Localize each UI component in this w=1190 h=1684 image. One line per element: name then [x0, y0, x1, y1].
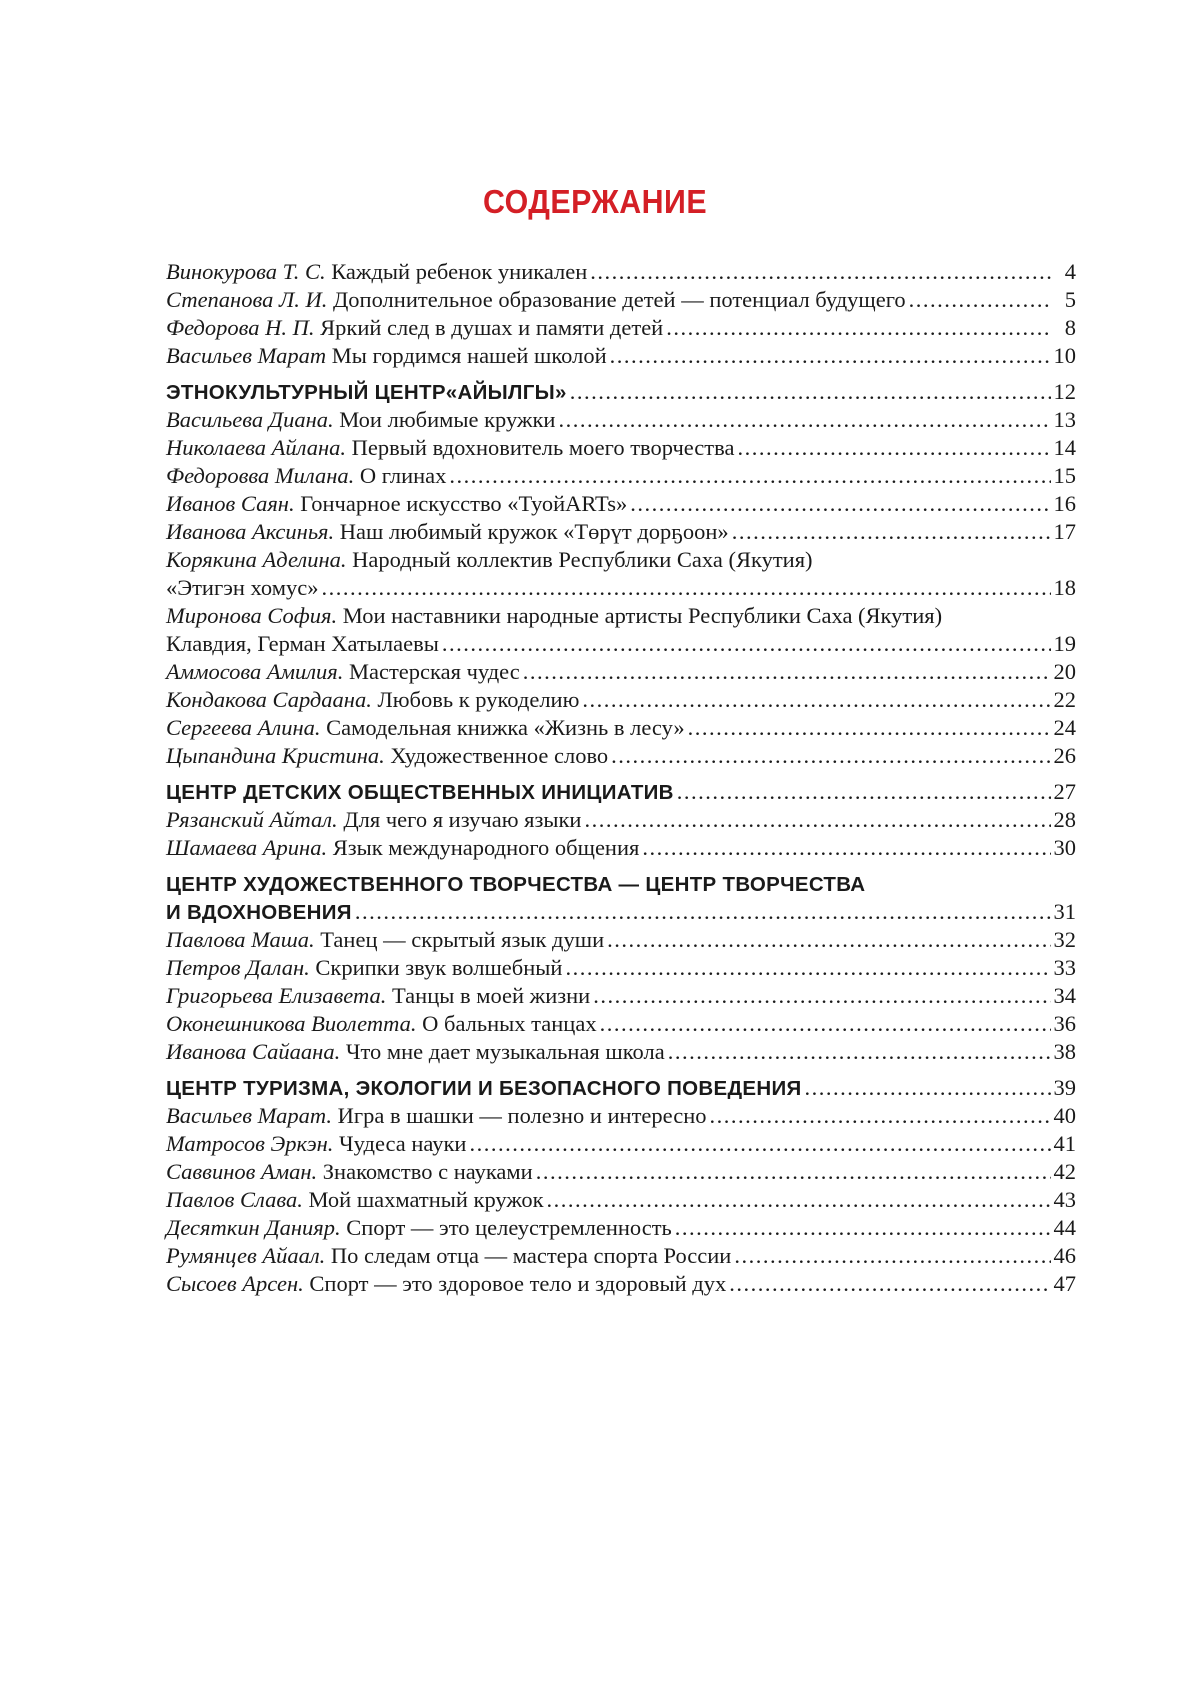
entry-text — [166, 1186, 544, 1214]
page-number: 5 — [1064, 287, 1076, 312]
entry-author: Саввинов Аман. — [166, 1159, 318, 1184]
section-title: ЭТНОКУЛЬТУРНЫЙ ЦЕНТР«АЙЫЛГЫ» — [166, 381, 567, 404]
entry-text — [166, 406, 555, 434]
entry-author: Сергеева Алина. — [166, 715, 321, 740]
page-number: 36 — [1053, 1011, 1076, 1036]
page-number: 4 — [1064, 259, 1076, 284]
dot-leader — [558, 406, 1050, 434]
entry-text — [166, 1038, 665, 1066]
entry-title: О глинах — [354, 463, 447, 488]
dot-leader — [547, 1186, 1051, 1214]
page-number: 10 — [1053, 343, 1076, 368]
dot-leader — [611, 742, 1050, 770]
toc-entry[interactable] — [166, 834, 1076, 862]
entry-text — [166, 954, 562, 982]
entry-title: О бальных танцах — [416, 1011, 597, 1036]
toc-section-line — [166, 870, 1076, 898]
entry-title: Танцы в моей жизни — [386, 983, 591, 1008]
entry-text — [166, 834, 639, 862]
dot-leader — [321, 574, 1050, 602]
toc-entry[interactable] — [166, 1102, 1076, 1130]
toc-entry[interactable] — [166, 314, 1076, 342]
entry-author: Павлов Слава. — [166, 1187, 303, 1212]
toc-entry[interactable] — [166, 630, 1076, 658]
entry-text — [166, 779, 674, 807]
dot-leader — [442, 630, 1051, 658]
toc-entry[interactable] — [166, 1010, 1076, 1038]
page-number: 47 — [1053, 1271, 1076, 1296]
page-number: 24 — [1053, 715, 1076, 740]
toc-entry[interactable] — [166, 1242, 1076, 1270]
entry-title: Любовь к рукоделию — [371, 687, 580, 712]
entry-author: Аммосова Амилия. — [166, 659, 344, 684]
page-number: 26 — [1053, 743, 1076, 768]
page-number: 32 — [1053, 927, 1076, 952]
entry-title: Первый вдохновитель моего творчества — [346, 435, 735, 460]
entry-text — [166, 926, 604, 954]
entry-title: Для чего я изучаю языки — [337, 807, 582, 832]
dot-leader — [565, 954, 1050, 982]
toc-entry[interactable] — [166, 1186, 1076, 1214]
toc-entry[interactable] — [166, 518, 1076, 546]
toc-entry[interactable] — [166, 658, 1076, 686]
toc-entry[interactable] — [166, 406, 1076, 434]
page-number: 8 — [1064, 315, 1076, 340]
page-number: 34 — [1053, 983, 1076, 1008]
toc-entry[interactable] — [166, 954, 1076, 982]
entry-text — [166, 1158, 533, 1186]
dot-leader — [732, 518, 1051, 546]
entry-text — [166, 630, 439, 658]
entry-text — [166, 314, 663, 342]
toc-entry[interactable] — [166, 258, 1076, 286]
dot-leader — [688, 714, 1051, 742]
page-number: 30 — [1053, 835, 1076, 860]
entry-text — [166, 714, 685, 742]
entry-title: Мои наставники народные артисты Республики Саха (Якутия) — [337, 603, 943, 628]
toc-entry[interactable] — [166, 286, 1076, 314]
dot-leader — [523, 658, 1051, 686]
entry-author: Корякина Аделина. — [166, 547, 347, 572]
dot-leader — [677, 778, 1051, 806]
entry-title: Мастерская чудес — [343, 659, 520, 684]
dot-leader — [729, 1270, 1050, 1298]
page-number: 39 — [1053, 1075, 1076, 1100]
entry-title: Танец — скрытый язык души — [314, 927, 605, 952]
entry-author: Иванова Сайаана. — [166, 1039, 341, 1064]
page-number: 46 — [1053, 1243, 1076, 1268]
entry-text — [166, 342, 607, 370]
page-number: 42 — [1053, 1159, 1076, 1184]
entry-text — [166, 982, 590, 1010]
entry-author: Миронова София. — [166, 603, 338, 628]
dot-leader — [610, 342, 1051, 370]
toc-section[interactable] — [166, 1074, 1076, 1102]
toc-entry[interactable] — [166, 1270, 1076, 1298]
entry-title: Чудеса науки — [333, 1131, 467, 1156]
entry-author: Винокурова Т. С. — [166, 259, 326, 284]
entry-author: Иванова Аксинья. — [166, 519, 335, 544]
page-number: 12 — [1053, 379, 1076, 404]
entry-author: Десяткин Данияр. — [166, 1215, 341, 1240]
entry-text — [166, 1130, 466, 1158]
entry-title: Что мне дает музыкальная школа — [340, 1039, 665, 1064]
page-number: 13 — [1053, 407, 1076, 432]
entry-text — [166, 258, 587, 286]
entry-author: Васильева Диана. — [166, 407, 334, 432]
page-number: 44 — [1053, 1215, 1076, 1240]
entry-text — [166, 490, 627, 518]
toc-entry[interactable] — [166, 462, 1076, 490]
entry-author: Кондакова Сардаана. — [166, 687, 372, 712]
entry-author: Степанова Л. И. — [166, 287, 328, 312]
entry-title: Мои любимые кружки — [333, 407, 556, 432]
entry-text — [166, 658, 520, 686]
section-title: ЦЕНТР ДЕТСКИХ ОБЩЕСТВЕННЫХ ИНИЦИАТИВ — [166, 781, 674, 804]
dot-leader — [469, 1130, 1050, 1158]
entry-author: Рязанский Айтал. — [166, 807, 338, 832]
entry-title: Мой шахматный кружок — [302, 1187, 544, 1212]
page-number: 22 — [1053, 687, 1076, 712]
toc-entry[interactable] — [166, 806, 1076, 834]
toc-entry[interactable] — [166, 926, 1076, 954]
page-number: 40 — [1053, 1103, 1076, 1128]
dot-leader — [584, 806, 1050, 834]
entry-continuation: Клавдия, Герман Хатылаевы — [166, 631, 439, 656]
entry-text — [166, 1102, 707, 1130]
entry-author: Григорьева Елизавета. — [166, 983, 387, 1008]
dot-leader — [734, 1242, 1050, 1270]
toc-section[interactable] — [166, 378, 1076, 406]
toc-entry-line — [166, 602, 1076, 630]
dot-leader — [737, 434, 1050, 462]
toc-entry-line — [166, 546, 1076, 574]
toc-entry[interactable] — [166, 742, 1076, 770]
entry-text — [166, 1214, 672, 1242]
entry-title: Мы гордимся нашей школой — [326, 343, 607, 368]
page-number: 38 — [1053, 1039, 1076, 1064]
page-number: 28 — [1053, 807, 1076, 832]
dot-leader — [607, 926, 1050, 954]
entry-author: Васильев Марат — [166, 343, 327, 368]
entry-continuation: «Этигэн хомус» — [166, 575, 319, 600]
page-number: 14 — [1053, 435, 1076, 460]
toc-section[interactable] — [166, 898, 1076, 926]
toc-entry[interactable] — [166, 982, 1076, 1010]
entry-text — [166, 806, 581, 834]
entry-title: По следам отца — мастера спорта России — [325, 1243, 732, 1268]
entry-author: Цыпандина Кристина. — [166, 743, 385, 768]
entry-text — [166, 686, 579, 714]
dot-leader — [600, 1010, 1051, 1038]
toc-entry[interactable] — [166, 1038, 1076, 1066]
entry-title: Скрипки звук волшебный — [309, 955, 563, 980]
dot-leader — [675, 1214, 1051, 1242]
entry-title: Спорт — это здоровое тело и здоровый дух — [303, 1271, 727, 1296]
entry-title: Спорт — это целеустремленность — [340, 1215, 672, 1240]
entry-title: ЦЕНТР ХУДОЖЕСТВЕННОГО ТВОРЧЕСТВА — ЦЕНТР ТВОРЧЕСТВА — [166, 873, 866, 896]
entry-author: Иванов Саян. — [166, 491, 295, 516]
table-of-contents — [166, 258, 1076, 1298]
dot-leader — [710, 1102, 1051, 1130]
entry-title: Язык международного общения — [327, 835, 640, 860]
page-number: 27 — [1053, 779, 1076, 804]
entry-author: Шамаева Арина. — [166, 835, 328, 860]
dot-leader — [582, 686, 1050, 714]
entry-title: Каждый ребенок уникален — [325, 259, 588, 284]
dot-leader — [355, 898, 1051, 926]
entry-text — [166, 286, 906, 314]
toc-entry[interactable] — [166, 490, 1076, 518]
dot-leader — [593, 982, 1050, 1010]
toc-entry[interactable] — [166, 686, 1076, 714]
entry-title: Знакомство с науками — [317, 1159, 533, 1184]
entry-title: Народный коллектив Республики Саха (Якутия) — [346, 547, 813, 572]
entry-title: Самодельная книжка «Жизнь в лесу» — [320, 715, 685, 740]
entry-author: Петров Далан. — [166, 955, 310, 980]
entry-text — [166, 1075, 802, 1103]
page-number: 33 — [1053, 955, 1076, 980]
dot-leader — [668, 1038, 1051, 1066]
page-number: 18 — [1053, 575, 1076, 600]
toc-entry[interactable] — [166, 1158, 1076, 1186]
page-title: СОДЕРЖАНИЕ — [482, 183, 708, 220]
page-number: 16 — [1053, 491, 1076, 516]
entry-title: Художественное слово — [384, 743, 609, 768]
dot-leader — [590, 258, 1051, 286]
entry-title: Гончарное искусство «ТуойARTs» — [294, 491, 628, 516]
entry-title: Дополнительное образование детей — потенциал будущего — [327, 287, 906, 312]
entry-text — [166, 547, 813, 572]
entry-text — [166, 1010, 597, 1038]
dot-leader — [909, 286, 1051, 314]
entry-author: Федорова Н. П. — [166, 315, 315, 340]
entry-text — [166, 1242, 731, 1270]
page-number: 15 — [1053, 463, 1076, 488]
entry-text — [166, 518, 729, 546]
entry-text — [166, 462, 446, 490]
page-number: 31 — [1053, 899, 1076, 924]
toc-entry[interactable] — [166, 342, 1076, 370]
entry-continuation: И ВДОХНОВЕНИЯ — [166, 901, 352, 924]
entry-text — [166, 434, 734, 462]
dot-leader — [570, 378, 1051, 406]
entry-text — [166, 1270, 726, 1298]
entry-author: Федоровва Милана. — [166, 463, 355, 488]
page-number: 20 — [1053, 659, 1076, 684]
toc-entry[interactable] — [166, 1214, 1076, 1242]
entry-author: Оконешникова Виолетта. — [166, 1011, 417, 1036]
entry-text — [166, 873, 865, 896]
entry-text — [166, 379, 567, 407]
dot-leader — [666, 314, 1051, 342]
entry-text — [166, 574, 318, 602]
entry-author: Васильев Марат. — [166, 1103, 332, 1128]
toc-entry[interactable] — [166, 434, 1076, 462]
dot-leader — [449, 462, 1050, 490]
page-number: 41 — [1053, 1131, 1076, 1156]
dot-leader — [536, 1158, 1051, 1186]
toc-entry[interactable] — [166, 1130, 1076, 1158]
page-number: 19 — [1053, 631, 1076, 656]
entry-title: Наш любимый кружок «Төрүт дорҕоон» — [334, 519, 729, 544]
toc-section[interactable] — [166, 778, 1076, 806]
dot-leader — [642, 834, 1050, 862]
entry-author: Румянцев Айаал. — [166, 1243, 326, 1268]
entry-text — [166, 742, 608, 770]
toc-entry[interactable] — [166, 574, 1076, 602]
dot-leader — [630, 490, 1050, 518]
entry-text — [166, 603, 942, 628]
entry-title: Яркий след в душах и памяти детей — [314, 315, 664, 340]
entry-author: Николаева Айлана. — [166, 435, 347, 460]
entry-author: Сысоев Арсен. — [166, 1271, 304, 1296]
entry-author: Павлова Маша. — [166, 927, 315, 952]
dot-leader — [805, 1074, 1051, 1102]
section-title: ЦЕНТР ТУРИЗМА, ЭКОЛОГИИ И БЕЗОПАСНОГО ПОВЕДЕНИЯ — [166, 1077, 802, 1100]
entry-text — [166, 899, 352, 927]
entry-title: Игра в шашки — полезно и интересно — [331, 1103, 707, 1128]
entry-author: Матросов Эркэн. — [166, 1131, 334, 1156]
page-number: 17 — [1053, 519, 1076, 544]
toc-entry[interactable] — [166, 714, 1076, 742]
page-number: 43 — [1053, 1187, 1076, 1212]
